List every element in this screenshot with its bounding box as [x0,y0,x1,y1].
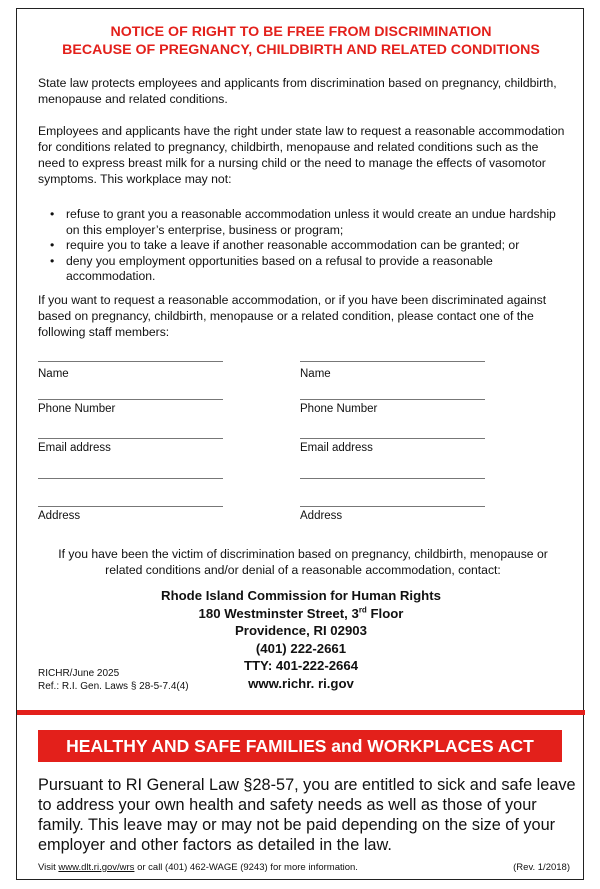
street-prefix: 180 Westminster Street, 3 [198,605,359,621]
victim-contact-intro: If you have been the victim of discrimination based on pregnancy, childbirth, menopause or related conditions and/or denial of a reasonable accommodation, contact: [58,547,548,577]
list-item [38,238,558,254]
commission-city: Providence, RI 02903 [235,623,367,638]
hsfwa-body: Pursuant to RI General Law §28-57, you are entitled to sick and safe leave to address your own health and safety needs as well as those of your family. This leave may or may not be paid depending on the size of your employer and other factors as detailed in the law. [38,776,576,854]
name-label-left: Name [38,368,69,380]
address-label-right: Address [300,510,343,522]
phone-field-line-left[interactable] [38,399,223,400]
commission-name: Rhode Island Commission for Human Rights [161,588,441,603]
list-item-text: deny you employment opportunities based on a refusal to provide a reasonable accommodation. [66,253,493,283]
commission-phone: (401) 222-2661 [255,640,347,656]
list-item-text: require you to take a leave if another reasonable accommodation can be granted; or [66,238,520,252]
street-ordinal-suffix: rd [358,605,367,615]
list-item [38,254,558,285]
email-field-line-right[interactable] [300,438,485,439]
notice-title-line-2: BECAUSE OF PREGNANCY, CHILDBIRTH AND RELATED CONDITIONS [62,42,540,58]
revision-date: RICHR/June 2025 [38,668,120,679]
name-field-line-left[interactable] [38,361,223,362]
dlt-website-link[interactable]: www.dlt.ri.gov/wrs [58,862,135,873]
intro-paragraph: State law protects employees and applicants from discrimination based on pregnancy, childbirth, menopause and related conditions. [38,76,557,106]
notice-poster [16,8,584,880]
phone-label-right: Phone Number [300,403,378,415]
bullet-icon: • [50,253,55,268]
address-field-line-2-left[interactable] [38,506,223,507]
commission-tty: TTY: 401-222-2664 [243,658,359,673]
notice-title-line-1: NOTICE OF RIGHT TO BE FREE FROM DISCRIMINATION [110,24,492,40]
footer-visit-text: Visit [38,862,59,873]
legal-reference [38,668,189,693]
rights-paragraph: Employees and applicants have the right under state law to request a reasonable accommodation for conditions related to pregnancy, childbirth, menopause and related conditions such as the need to express breast milk for a nursing child or the need to manage the effects of vasomotor symptoms. This workplace may not: [38,124,565,186]
email-label-right: Email address [300,442,373,454]
street-suffix: Floor [366,605,404,621]
address-field-line-1-left[interactable] [38,478,223,479]
list-item-text: refuse to grant you a reasonable accommodation unless it would create an undue hardship on this employer’s enterprise, business or program; [66,207,556,237]
law-reference: Ref.: R.I. Gen. Laws § 28-5-7.4(4) [38,680,189,692]
email-field-line-left[interactable] [38,438,223,439]
hsfwa-footer [38,862,570,874]
footer-call-text: or call (401) 462-WAGE (9243) for more information. [134,862,358,873]
bullet-icon: • [50,207,55,221]
hsfwa-banner: HEALTHY AND SAFE FAMILIES and WORKPLACES ACT [38,730,562,762]
list-item [38,207,558,238]
commission-street [17,605,585,623]
name-label-right: Name [300,368,331,380]
address-field-line-1-right[interactable] [300,478,485,479]
prohibited-actions-list [38,207,558,285]
notice-title [17,23,585,59]
phone-label-left: Phone Number [38,403,116,415]
address-label-left: Address [38,510,81,522]
name-field-line-right[interactable] [300,361,485,362]
footer-revision: (Rev. 1/2018) [513,862,570,873]
bullet-icon: • [50,238,55,252]
section-divider [17,710,585,715]
email-label-left: Email address [38,442,111,454]
address-field-line-2-right[interactable] [300,506,485,507]
phone-field-line-right[interactable] [300,399,485,400]
contact-staff-paragraph: If you want to request a reasonable accommodation, or if you have been discriminated against based on pregnancy, childbirth, menopause or a related condition, please contact one of the following staff members: [38,293,547,339]
commission-website: www.richr. ri.gov [248,675,354,691]
